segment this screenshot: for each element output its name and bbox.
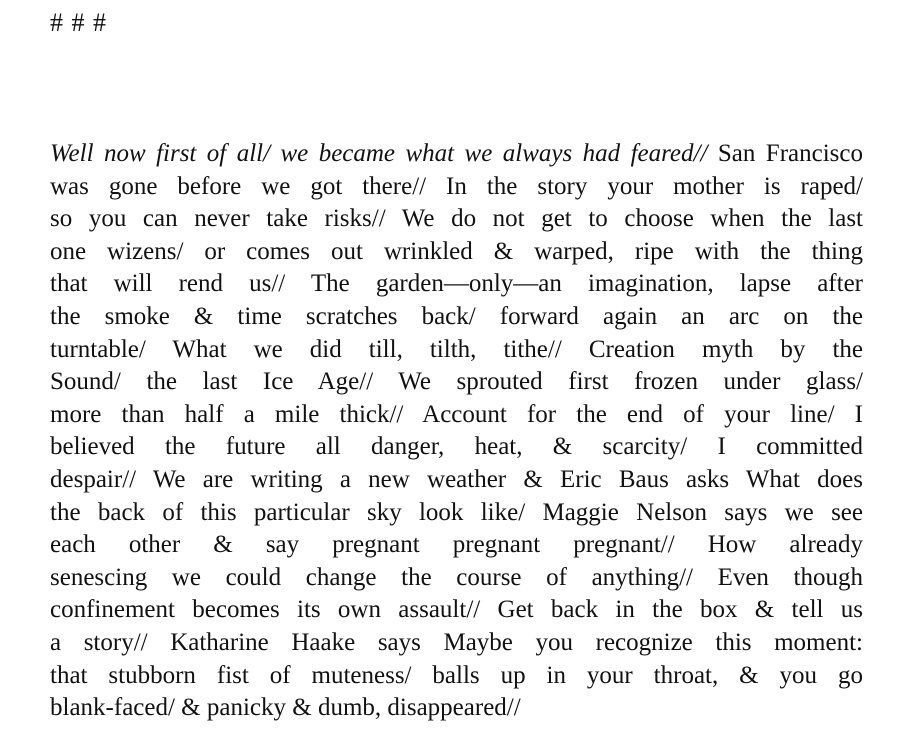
poem-line-text: San Francisco: [707, 140, 863, 167]
poem-line: Sound/ the last Ice Age// We sprouted first frozen under glass/: [50, 368, 863, 396]
poem-text: [50, 138, 863, 725]
poem-line: that will rend us// The garden—only—an imagination, lapse after: [50, 270, 863, 298]
poem-line: turntable/ What we did till, tilth, tithe// Creation myth by the: [50, 335, 863, 363]
poem-line: a story// Katharine Haake says Maybe you recognize this moment:: [50, 628, 863, 656]
poem-line: so you can never take risks// We do not get to choose when the last: [50, 205, 863, 233]
poem-line: confinement becomes its own assault// Get back in the box & tell us: [50, 596, 863, 624]
poem-line: [50, 138, 863, 171]
section-separator: # # #: [50, 8, 107, 37]
poem-line: more than half a mile thick// Account for the end of your line/ I: [50, 400, 863, 428]
poem-line: believed the future all danger, heat, & scarcity/ I committed: [50, 433, 863, 461]
poem-line: the back of this particular sky look like/ Maggie Nelson says we see: [50, 498, 863, 526]
poem-line: senescing we could change the course of anything// Even though: [50, 563, 863, 591]
poem-line: was gone before we got there// In the story your mother is raped/: [50, 172, 863, 200]
poem-line: one wizens/ or comes out wrinkled & warped, ripe with the thing: [50, 237, 863, 265]
poem-line: despair// We are writing a new weather & Eric Baus asks What does: [50, 465, 863, 493]
poem-line: that stubborn fist of muteness/ balls up in your throat, & you go: [50, 661, 863, 689]
poem-opening-italic: Well now first of all/ we became what we always had feared//: [50, 140, 708, 167]
poem-line: blank-faced/ & panicky & dumb, disappeared//: [50, 694, 521, 722]
poem-line: the smoke & time scratches back/ forward again an arc on the: [50, 302, 863, 330]
poem-line: each other & say pregnant pregnant pregnant// How already: [50, 531, 863, 559]
